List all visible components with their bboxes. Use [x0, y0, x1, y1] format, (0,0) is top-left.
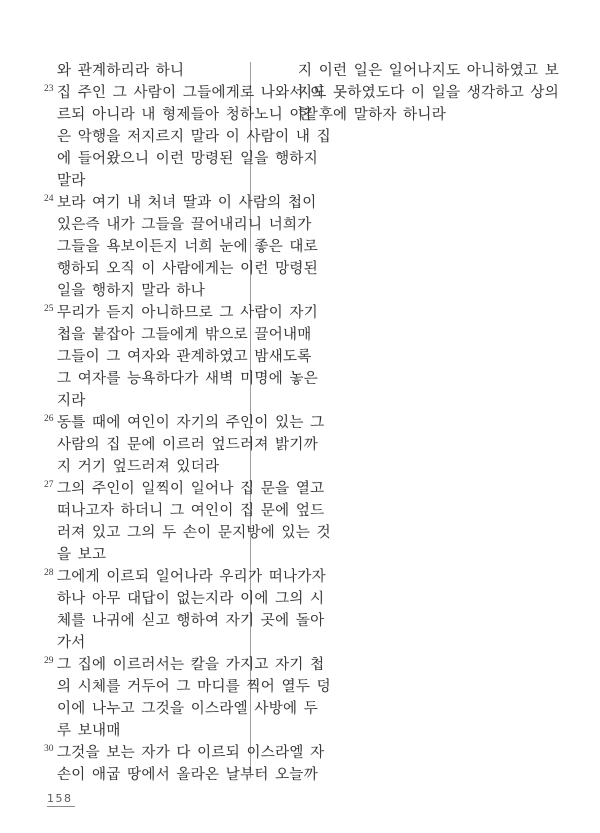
verse-line: 그 여자를 능욕하다가 새벽 미명에 놓은: [57, 371, 319, 387]
verse-line: 루 보내매: [57, 723, 121, 739]
verse-line: 가서: [57, 635, 86, 651]
verse-line: 그에게 이르되 일어나라 우리가 떠나가자: [57, 569, 326, 585]
verse-line: 말라: [57, 173, 86, 189]
verse-line: 손이 애굽 땅에서 올라온 날부터 오늘까: [57, 767, 319, 783]
verse-line: 체를 나귀에 싣고 행하여 자기 곳에 돌아: [57, 613, 325, 629]
verse-number: 23: [44, 84, 54, 94]
verse-line: 지라: [57, 393, 86, 409]
verse-continuation: [286, 60, 560, 126]
verse-continuation: [44, 60, 294, 82]
verse-number: 26: [44, 414, 54, 424]
verse-line: 와 관계하리라 하니: [57, 63, 185, 79]
verse-number: 25: [44, 304, 54, 314]
verse-line: 을 보고: [57, 547, 107, 563]
verse-24: [44, 192, 319, 302]
verse-number: 24: [44, 194, 54, 204]
verse-number: 27: [44, 480, 54, 490]
verse-line: 떠나고자 하더니 그 여인이 집 문에 엎드: [57, 503, 325, 519]
verse-line: 지도 못하였도다 이 일을 생각하고 상의: [298, 85, 560, 101]
verse-line: 행하되 오직 이 사람에게는 이런 망령된: [57, 261, 319, 277]
verse-line: 동틀 때에 여인이 자기의 주인이 있는 그: [57, 415, 325, 431]
verse-line: 의 시체를 거두어 그 마디를 찍어 열두 덩: [57, 679, 331, 695]
verse-line: 그들이 그 여자와 관계하였고 밤새도록: [57, 349, 312, 365]
verse-line: 그들을 욕보이든지 너희 눈에 좋은 대로: [57, 239, 319, 255]
verse-line: 르되 아니라 내 형제들아 청하노니 이같: [57, 107, 319, 123]
verse-30: [44, 742, 325, 786]
verse-line: 지 이런 일은 일어나지도 아니하였고 보: [298, 63, 560, 79]
verse-number: 29: [44, 656, 54, 666]
verse-line: 에 들어왔으니 이런 망령된 일을 행하지: [57, 151, 319, 167]
verse-28: [44, 566, 326, 654]
right-text-column: [286, 60, 560, 126]
verse-number: 30: [44, 744, 54, 754]
verse-line: 그의 주인이 일찍이 일어나 집 문을 열고: [57, 481, 325, 497]
verse-line: 사람의 집 문에 이르러 엎드러져 밝기까: [57, 437, 319, 453]
left-text-column: [44, 60, 331, 786]
verse-29: [44, 654, 331, 742]
verse-line: 보라 여기 내 처녀 딸과 이 사람의 첩이: [57, 195, 317, 211]
page-number: 158: [47, 792, 73, 805]
verse-line: 그것을 보는 자가 다 이르되 이스라엘 자: [57, 745, 325, 761]
verse-line: 한 후에 말하자 하니라: [298, 107, 447, 123]
verse-line: 있은즉 내가 그들을 끌어내리니 너희가: [57, 217, 312, 233]
verse-line: 러져 있고 그의 두 손이 문지방에 있는 것: [57, 525, 331, 541]
verse-line: 이에 나누고 그것을 이스라엘 사방에 두: [57, 701, 319, 717]
verse-line: 하나 아무 대답이 없는지라 이에 그의 시: [57, 591, 325, 607]
verse-line: 일을 행하지 말라 하나: [57, 283, 206, 299]
verse-line: 그 집에 이르러서는 칼을 가지고 자기 첩: [57, 657, 325, 673]
verse-line: 첩을 붙잡아 그들에게 밖으로 끌어내매: [57, 327, 312, 343]
verse-line: 지 거기 엎드러져 있더라: [57, 459, 220, 475]
verse-26: [44, 412, 325, 478]
verse-25: [44, 302, 319, 412]
verse-27: [44, 478, 331, 566]
verse-line: 은 악행을 저지르지 말라 이 사람이 내 집: [57, 129, 331, 145]
verse-line: 무리가 듣지 아니하므로 그 사람이 자기: [57, 305, 319, 321]
verse-line: 집 주인 그 사람이 그들에게로 나와서 이: [57, 85, 325, 101]
verse-23: [44, 82, 331, 192]
verse-number: 28: [44, 568, 54, 578]
